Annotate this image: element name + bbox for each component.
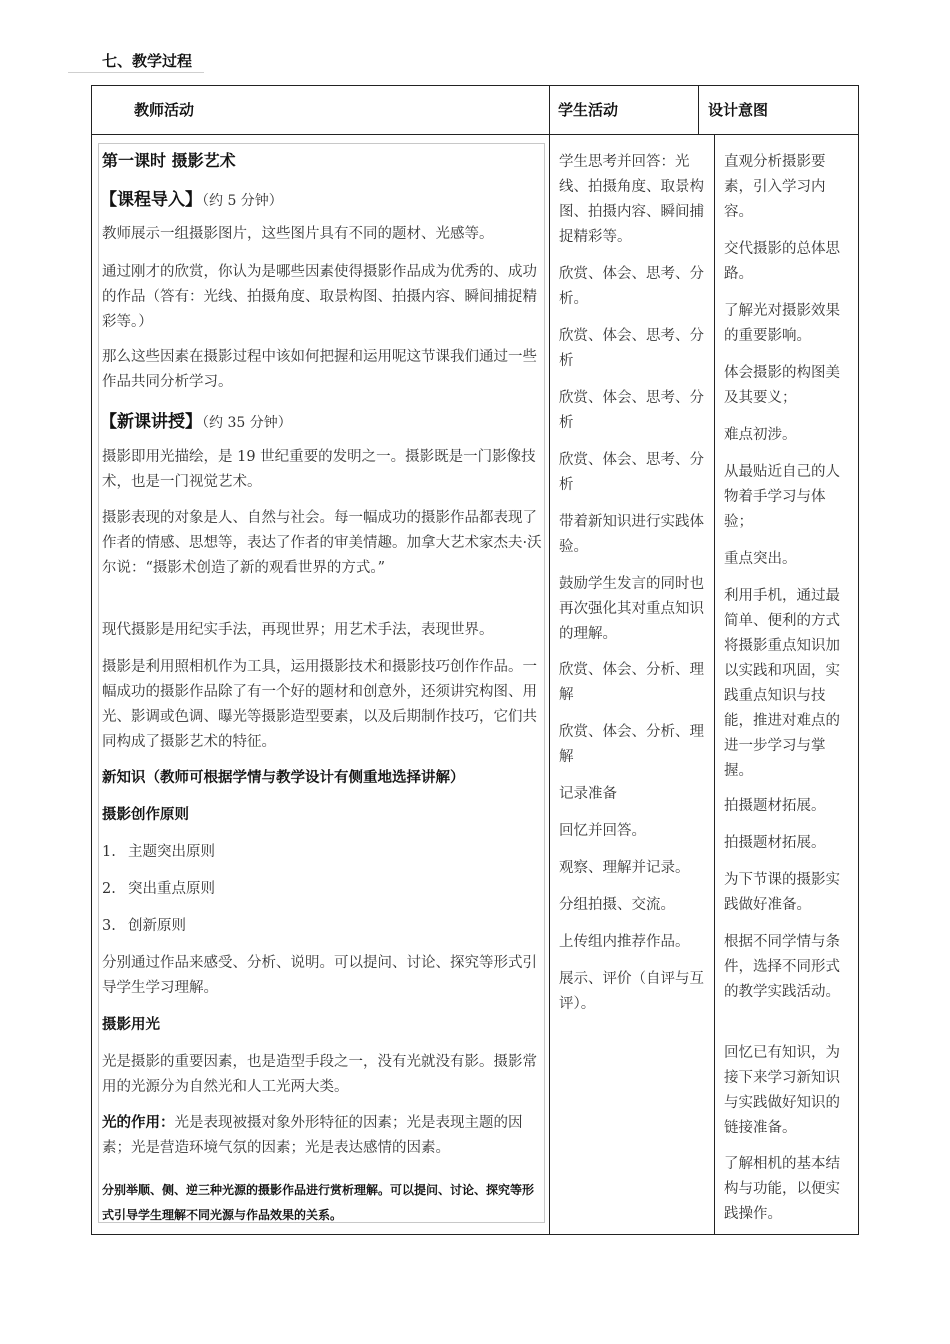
intro-heading xyxy=(100,185,283,210)
new-lesson-heading-text: 【新课讲授】 xyxy=(100,412,202,432)
intro-heading-text: 【课程导入】 xyxy=(100,190,202,210)
teaching-process-table xyxy=(91,85,859,1235)
student-activity-item: 分组拍摄、交流。 xyxy=(559,897,675,913)
light-effect-label: 光的作用： xyxy=(102,1115,175,1131)
principle-text: 主题突出原则 xyxy=(128,844,215,860)
principle-number: 1. xyxy=(102,844,116,860)
light-effect-paragraph xyxy=(102,1111,548,1161)
new-knowledge-heading: 新知识（教师可根据学情与教学设计有侧重地选择讲解） xyxy=(102,770,465,786)
header-teacher-activity: 教师活动 xyxy=(92,86,550,135)
student-activity-item: 鼓励学生发言的同时也再次强化其对重点知识的理解。 xyxy=(559,576,704,642)
light-heading: 摄影用光 xyxy=(102,1017,160,1033)
design-intent-item: 重点突出。 xyxy=(724,551,797,567)
new-lesson-time: （约 35 分钟） xyxy=(202,415,292,431)
header-student-activity: 学生活动 xyxy=(550,86,699,135)
design-intent-item: 拍摄题材拓展。 xyxy=(724,798,826,814)
teacher-paragraph: 通过刚才的欣赏，你认为是哪些因素使得摄影作品成为优秀的、成功的作品（答有：光线、拍摄角度、取景构图、拍摄内容、瞬间捕捉精彩等。） xyxy=(102,264,537,330)
light-effect-text: 光是表现被摄对象外形特征的因素；光是表现主题的因素；光是营造环境气氛的因素；光是表达感情的因素。 xyxy=(102,1115,523,1156)
teacher-paragraph: 摄影表现的对象是人、自然与社会。每一幅成功的摄影作品都表现了作者的情感、思想等，表达了作者的审美情趣。加拿大艺术家杰夫·沃尔说：“摄影术创造了新的观看世界的方式。” xyxy=(102,510,542,576)
design-intent-item: 利用手机，通过最简单、便利的方式将摄影重点知识加以实践和巩固，实践重点知识与技能，推进对难点的进一步学习与掌握。 xyxy=(724,588,840,779)
teacher-paragraph: 光是摄影的重要因素，也是造型手段之一，没有光就没有影。摄影常用的光源分为自然光和人工光两大类。 xyxy=(102,1054,537,1095)
design-intent-item: 直观分析摄影要素，引入学习内容。 xyxy=(724,154,826,220)
teacher-paragraph: 现代摄影是用纪实手法，再现世界；用艺术手法，表现世界。 xyxy=(102,622,494,638)
design-intent-item: 交代摄影的总体思路。 xyxy=(724,241,840,282)
student-activity-item: 欣赏、体会、分析、理解 xyxy=(559,724,704,765)
student-activity-item: 上传组内推荐作品。 xyxy=(559,934,690,950)
principle-number: 3. xyxy=(102,918,116,934)
principle-text: 创新原则 xyxy=(128,918,186,934)
student-activity-item: 欣赏、体会、思考、分析 xyxy=(559,390,704,431)
intro-time: （约 5 分钟） xyxy=(202,193,283,209)
student-activity-item: 欣赏、体会、思考、分析 xyxy=(559,452,704,493)
student-activity-item: 学生思考并回答：光线、拍摄角度、取景构图、拍摄内容、瞬间捕捉精彩等。 xyxy=(559,154,704,245)
principle-item xyxy=(102,914,186,939)
principle-number: 2. xyxy=(102,881,116,897)
design-intent-item: 为下节课的摄影实践做好准备。 xyxy=(724,872,840,913)
design-intent-item: 体会摄影的构图美及其要义； xyxy=(724,365,840,406)
principle-item xyxy=(102,840,215,865)
column-divider xyxy=(714,135,715,1234)
student-activity-item: 展示、评价（自评与互评）。 xyxy=(559,971,704,1012)
header-design-intent: 设计意图 xyxy=(699,86,858,135)
student-activity-item: 欣赏、体会、思考、分析 xyxy=(559,328,704,369)
student-activity-item: 记录准备 xyxy=(559,786,617,802)
design-intent-item: 难点初涉。 xyxy=(724,427,797,443)
design-intent-item: 了解相机的基本结构与功能，以便实践操作。 xyxy=(724,1156,840,1222)
teacher-paragraph: 那么这些因素在摄影过程中该如何把握和运用呢这节课我们通过一些作品共同分析学习。 xyxy=(102,349,537,390)
student-activity-item: 回忆并回答。 xyxy=(559,823,646,839)
teacher-paragraph: 摄影即用光描绘，是 19 世纪重要的发明之一。摄影既是一门影像技术，也是一门视觉艺术。 xyxy=(102,449,536,490)
design-intent-item: 从最贴近自己的人物着手学习与体验； xyxy=(724,464,840,530)
new-lesson-heading xyxy=(100,407,292,432)
teacher-paragraph: 分别通过作品来感受、分析、说明。可以提问、讨论、探究等形式引导学生学习理解。 xyxy=(102,955,537,996)
lesson-title: 第一课时 摄影艺术 xyxy=(102,151,236,170)
teacher-paragraph: 教师展示一组摄影图片，这些图片具有不同的题材、光感等。 xyxy=(102,226,494,242)
design-intent-item: 回忆已有知识，为接下来学习新知识与实践做好知识的链接准备。 xyxy=(724,1045,840,1136)
design-intent-item: 拍摄题材拓展。 xyxy=(724,835,826,851)
student-activity-item: 欣赏、体会、思考、分析。 xyxy=(559,266,704,307)
principle-item xyxy=(102,877,215,902)
design-intent-item: 根据不同学情与条件，选择不同形式的教学实践活动。 xyxy=(724,934,840,1000)
section-title xyxy=(68,50,204,73)
principles-heading: 摄影创作原则 xyxy=(102,807,189,823)
design-intent-item: 了解光对摄影效果的重要影响。 xyxy=(724,303,840,344)
teacher-paragraph: 摄影是利用照相机作为工具，运用摄影技术和摄影技巧创作作品。一幅成功的摄影作品除了有一个好的题材和创意外，还须讲究构图、用光、影调或色调、曝光等摄影造型要素，以及后期制作技巧，它们共同构成了摄影艺术的特征。 xyxy=(102,659,537,750)
light-source-note: 分别举顺、侧、逆三种光源的摄影作品进行赏析理解。可以提问、讨论、探究等形式引导学生理解不同光源与作品效果的关系。 xyxy=(102,1183,535,1222)
section-title-text: 七、教学过程 xyxy=(102,52,193,70)
column-divider xyxy=(549,135,550,1234)
student-activity-item: 带着新知识进行实践体验。 xyxy=(559,514,704,555)
student-activity-item: 观察、理解并记录。 xyxy=(559,860,690,876)
student-activity-item: 欣赏、体会、分析、理解 xyxy=(559,662,704,703)
principle-text: 突出重点原则 xyxy=(128,881,215,897)
